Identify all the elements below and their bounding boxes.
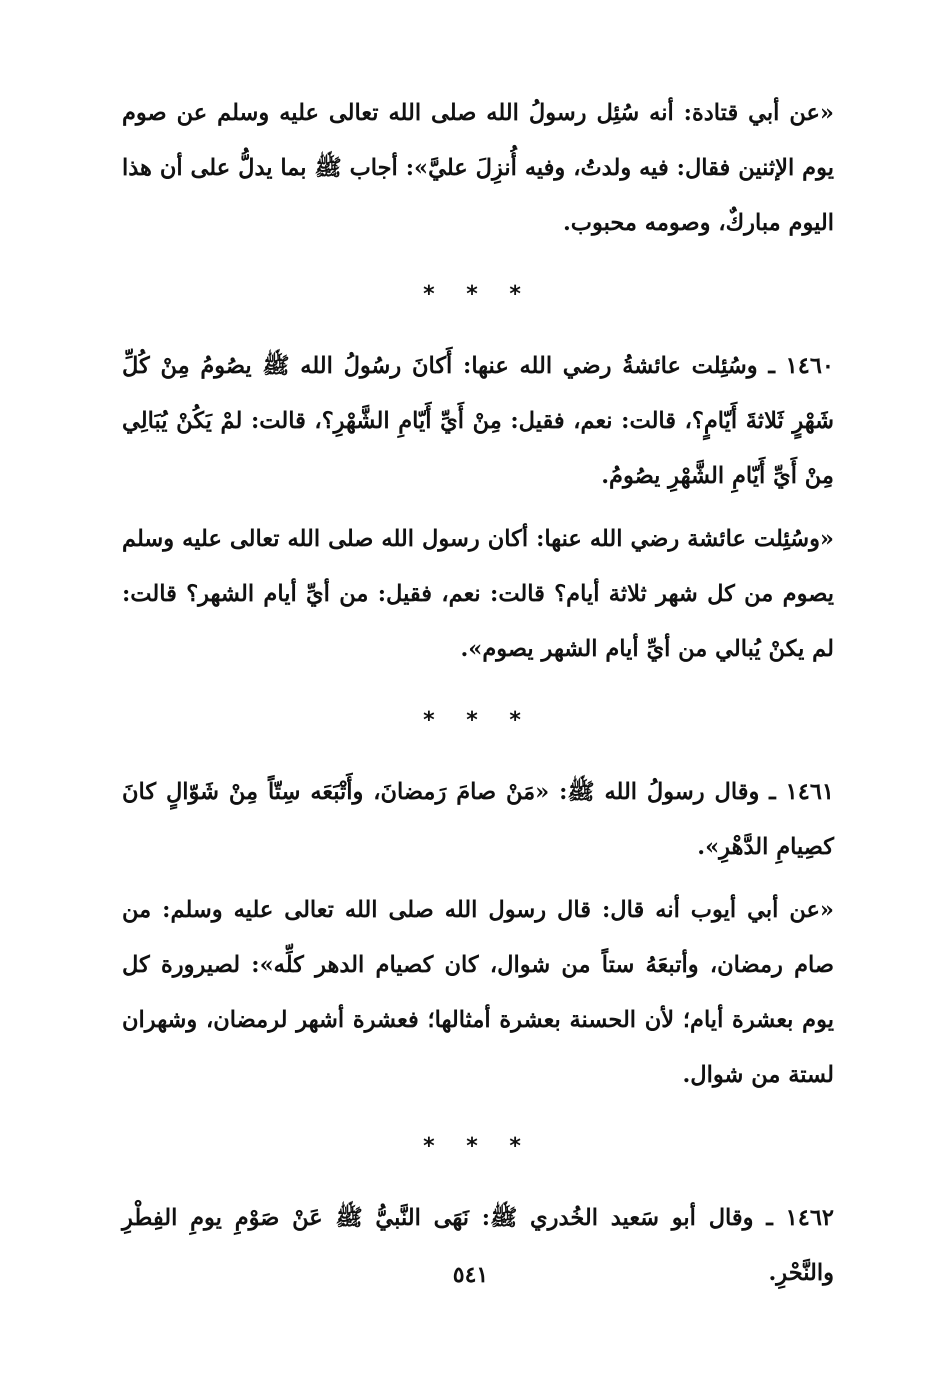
commentary-paragraph-1: «عن أبي قتادة: أنه سُئِل رسولُ الله صلى الله تعالى عليه وسلم عن صوم يوم الإثنين فقال: فيه ولدتُ، وفيه أُنزِلَ عليَّ»: أجاب ﷺ بما يدلُّ على أن هذا اليوم مباركٌ، وصومه محبوب. xyxy=(122,100,834,236)
section-separator-1: * * * xyxy=(423,282,533,307)
section-separator-2: * * * xyxy=(423,708,533,733)
page-body xyxy=(122,86,834,1301)
hadith-1461: ١٤٦١ ـ وقال رسولُ الله ﷺ: «مَنْ صامَ رَمضانَ، وأَتْبَعَه سِتّاً مِنْ شَوّالٍ كانَ كصِيامِ الدَّهْرِ». xyxy=(122,779,834,860)
page-number: ٥٤١ xyxy=(452,1262,489,1288)
hadith-1460: ١٤٦٠ ـ وسُئِلت عائشةُ رضي الله عنها: أَكانَ رسُولُ الله ﷺ يصُومُ مِنْ كُلِّ شَهْرٍ ثَلاثةَ أَيّامٍ؟، قالت: نعم، فقيل: مِنْ أَيِّ أَيّامِ الشَّهْرِ؟، قالت: لمْ يَكُنْ يُبَالِي مِنْ أَيِّ أَيّامِ الشَّهْرِ يصُومُ. xyxy=(122,353,834,489)
commentary-paragraph-1460: «وسُئِلت عائشة رضي الله عنها: أكان رسول الله صلى الله تعالى عليه وسلم يصوم من كل شهر ثلاثة أيام؟ قالت: نعم، فقيل: من أيِّ أيام الشهر؟ قالت: لم يكنْ يُبالي من أيِّ أيام الشهر يصوم». xyxy=(122,526,834,662)
hadith-1462: ١٤٦٢ ـ وقال أبو سَعيد الخُدري ﷺ: نَهَى النَّبيُّ ﷺ عَنْ صَوْمِ يومِ الفِطْرِ والنَّحْرِ. xyxy=(122,1205,834,1286)
section-separator-3: * * * xyxy=(423,1134,533,1159)
commentary-paragraph-1461: «عن أبي أيوب أنه قال: قال رسول الله صلى الله تعالى عليه وسلم: من صام رمضان، وأتبعَهُ ستاً من شوال، كان كصيام الدهر كلِّه»: لصيرورة كل يوم بعشرة أيام؛ لأن الحسنة بعشرة أمثالها؛ فعشرة أشهر لرمضان، وشهران لستة من شوال. xyxy=(122,897,834,1088)
